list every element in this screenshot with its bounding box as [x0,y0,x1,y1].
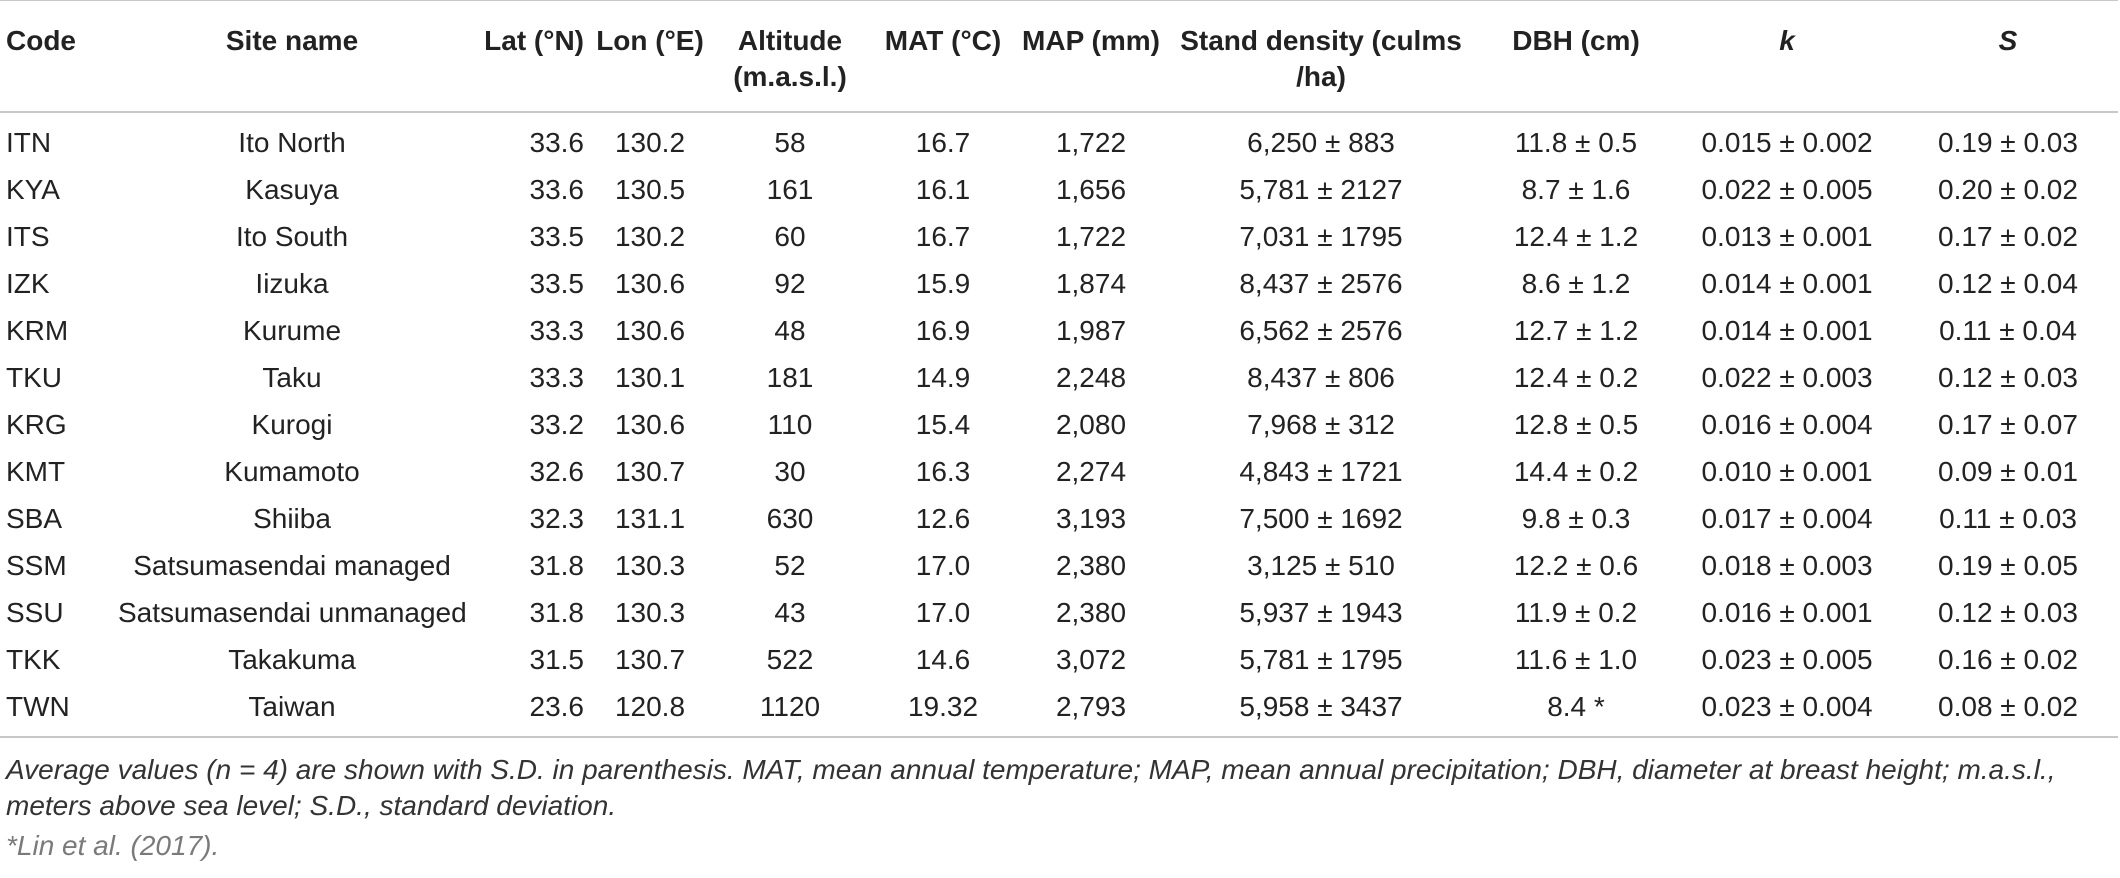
cell-k: 0.023 ± 0.005 [1701,644,1873,675]
cell-dbh: 9.8 ± 0.3 [1521,503,1631,534]
cell-lat: 33.6 [529,174,584,205]
cell-dbh: 12.4 ± 0.2 [1513,362,1639,393]
cell-stand-density: 8,437 ± 2576 [1239,268,1403,299]
cell-lon: 130.2 [614,221,686,252]
cell-mat: 16.7 [915,127,971,158]
cell-lon: 130.1 [614,362,686,393]
cell-k: 0.023 ± 0.004 [1676,683,1898,737]
cell-lon: 130.3 [614,597,686,628]
table-row [0,636,2118,683]
cell-stand-density: 4,843 ± 1721 [1239,456,1403,487]
cell-site-name: Satsumasendai unmanaged [118,597,467,628]
cell-altitude: 110 [767,409,813,440]
cell-altitude: 52 [774,550,806,581]
cell-s: 0.11 ± 0.03 [1939,503,2077,534]
header-k: k [1676,1,1898,113]
cell-mat: 17.0 [915,597,971,628]
cell-lat: 31.8 [529,550,584,581]
cell-mat: 12.6 [915,503,971,534]
cell-lon: 131.1 [614,503,686,534]
cell-map: 1,722 [1055,221,1127,252]
cell-dbh: 12.8 ± 0.5 [1513,409,1639,440]
header-mat: MAT (°C) [870,1,1016,113]
table-row [0,448,2118,495]
cell-lat: 32.3 [529,503,584,534]
cell-k: 0.014 ± 0.001 [1701,315,1873,346]
cell-stand-density: 5,937 ± 1943 [1239,597,1403,628]
cell-s: 0.11 ± 0.04 [1939,315,2077,346]
cell-lon: 120.8 [590,683,710,737]
cell-altitude: 43 [774,597,806,628]
cell-stand-density: 7,968 ± 312 [1247,409,1395,440]
cell-map: 3,072 [1055,644,1127,675]
cell-dbh: 8.6 ± 1.2 [1521,268,1631,299]
cell-lon: 130.7 [614,456,686,487]
cell-map: 2,380 [1055,550,1127,581]
cell-map: 1,722 [1055,127,1127,158]
table-row [0,542,2118,589]
cell-dbh: 11.6 ± 1.0 [1514,644,1638,675]
cell-dbh: 8.4 * [1476,683,1676,737]
cell-altitude: 48 [774,315,806,346]
cell-stand-density: 3,125 ± 510 [1247,550,1395,581]
cell-altitude: 58 [774,127,806,158]
cell-stand-density: 5,958 ± 3437 [1166,683,1476,737]
cell-lat: 33.6 [529,127,584,158]
header-lat: Lat (°N) [472,1,590,113]
cell-site-name: Ito North [238,127,346,158]
cell-altitude: 60 [774,221,806,252]
table-row [0,307,2118,354]
header-code: Code [0,1,112,113]
cell-k: 0.022 ± 0.003 [1701,362,1873,393]
cell-s: 0.12 ± 0.03 [1938,362,2078,393]
cell-lat: 33.2 [529,409,584,440]
cell-s: 0.19 ± 0.03 [1938,127,2078,158]
cell-lon: 130.2 [614,127,686,158]
cell-lat: 33.5 [529,268,584,299]
table-row [0,354,2118,401]
cell-map: 1,874 [1055,268,1127,299]
cell-dbh: 11.8 ± 0.5 [1514,127,1638,158]
cell-site-name: Taku [262,362,322,393]
cell-lon: 130.6 [614,409,686,440]
cell-s: 0.19 ± 0.05 [1938,550,2078,581]
cell-k: 0.013 ± 0.001 [1701,221,1873,252]
table-row [0,213,2118,260]
cell-dbh: 14.4 ± 0.2 [1513,456,1639,487]
cell-code: KRM [6,315,69,346]
cell-site-name: Kurogi [251,409,333,440]
cell-s: 0.08 ± 0.02 [1898,683,2118,737]
cell-site-name: Kumamoto [224,456,360,487]
cell-map: 2,080 [1055,409,1127,440]
table-footnote: Average values (n = 4) are shown with S.D. in parenthesis. MAT, mean annual temperature; MAP, mean annual precipitation; DBH, diameter at breast height; m.a.s.l., meters above sea level; S.D., standard deviation. [6,754,2056,821]
cell-stand-density: 8,437 ± 806 [1247,362,1395,393]
cell-map: 2,380 [1055,597,1127,628]
header-lon: Lon (°E) [590,1,710,113]
table-row [0,683,2118,737]
cell-code: KRG [6,409,67,440]
cell-k: 0.010 ± 0.001 [1701,456,1873,487]
cell-stand-density: 7,031 ± 1795 [1239,221,1403,252]
cell-s: 0.17 ± 0.02 [1938,221,2078,252]
cell-code: KMT [6,456,66,487]
cell-altitude: 161 [766,174,814,205]
cell-s: 0.12 ± 0.04 [1938,268,2078,299]
cell-dbh: 8.7 ± 1.6 [1521,174,1631,205]
cell-k: 0.017 ± 0.004 [1701,503,1873,534]
cell-code: ITN [6,127,52,158]
cell-mat: 16.9 [915,315,971,346]
cell-altitude: 181 [766,362,814,393]
cell-stand-density: 7,500 ± 1692 [1239,503,1403,534]
cell-map: 2,248 [1055,362,1127,393]
cell-lat: 31.8 [529,597,584,628]
cell-s: 0.20 ± 0.02 [1938,174,2078,205]
cell-altitude: 92 [774,268,806,299]
cell-k: 0.016 ± 0.001 [1701,597,1873,628]
cell-code: TKK [6,644,61,675]
cell-lon: 130.6 [614,268,686,299]
table-row [0,112,2118,166]
cell-mat: 14.6 [915,644,971,675]
cell-mat: 15.9 [915,268,971,299]
cell-code: SBA [6,503,63,534]
cell-code: TWN [0,683,112,737]
cell-altitude: 630 [766,503,814,534]
table-row [0,401,2118,448]
cell-k: 0.022 ± 0.005 [1701,174,1873,205]
cell-mat: 16.3 [915,456,971,487]
cell-site-name: Kurume [242,315,342,346]
table-row [0,495,2118,542]
cell-map: 3,193 [1055,503,1127,534]
cell-map: 2,793 [1016,683,1166,737]
cell-s: 0.09 ± 0.01 [1938,456,2078,487]
cell-code: KYA [6,174,60,205]
cell-site-name: Taiwan [112,683,472,737]
header-stand-density: Stand density (culms /ha) [1166,1,1476,113]
cell-stand-density: 6,250 ± 883 [1247,127,1395,158]
cell-mat: 15.4 [915,409,971,440]
header-map: MAP (mm) [1016,1,1166,113]
cell-map: 1,656 [1055,174,1127,205]
cell-altitude: 522 [766,644,814,675]
cell-site-name: Shiiba [253,503,331,534]
cell-dbh: 12.7 ± 1.2 [1513,315,1639,346]
cell-mat: 14.9 [915,362,971,393]
cell-stand-density: 5,781 ± 1795 [1239,644,1403,675]
cell-lon: 130.3 [614,550,686,581]
cell-s: 0.16 ± 0.02 [1938,644,2078,675]
cell-dbh: 12.4 ± 1.2 [1513,221,1639,252]
cell-altitude: 1120 [710,683,870,737]
cell-s: 0.17 ± 0.07 [1938,409,2078,440]
cell-k: 0.015 ± 0.002 [1701,127,1873,158]
cell-s: 0.12 ± 0.03 [1938,597,2078,628]
table-header-row [0,1,2118,113]
header-s: S [1898,1,2118,113]
cell-lat: 33.3 [529,315,584,346]
cell-lat: 33.3 [529,362,584,393]
cell-lat: 33.5 [529,221,584,252]
cell-code: TKU [6,362,62,393]
reference-note: *Lin et al. (2017). [6,830,220,861]
cell-code: SSM [6,550,67,581]
cell-lon: 130.7 [614,644,686,675]
table-row [0,260,2118,307]
cell-code: SSU [6,597,64,628]
cell-stand-density: 5,781 ± 2127 [1239,174,1403,205]
cell-map: 1,987 [1055,315,1127,346]
cell-mat: 19.32 [870,683,1016,737]
cell-site-name: Takakuma [228,644,356,675]
cell-code: IZK [6,268,50,299]
cell-lon: 130.6 [614,315,686,346]
table-body [0,112,2118,737]
cell-site-name: Kasuya [245,174,339,205]
cell-site-name: Ito South [235,221,349,252]
cell-altitude: 30 [774,456,806,487]
cell-lat: 32.6 [529,456,584,487]
cell-map: 2,274 [1055,456,1127,487]
header-dbh: DBH (cm) [1476,1,1676,113]
table-row [0,166,2118,213]
table-row [0,589,2118,636]
cell-lat: 23.6 [472,683,590,737]
cell-code: ITS [6,221,50,252]
header-site-name: Site name [112,1,472,113]
cell-mat: 17.0 [915,550,971,581]
cell-k: 0.016 ± 0.004 [1701,409,1873,440]
cell-k: 0.018 ± 0.003 [1701,550,1873,581]
cell-lat: 31.5 [529,644,584,675]
cell-mat: 16.7 [915,221,971,252]
cell-lon: 130.5 [614,174,686,205]
header-altitude: Altitude (m.a.s.l.) [710,1,870,113]
cell-site-name: Iizuka [255,268,329,299]
cell-site-name: Satsumasendai managed [133,550,451,581]
cell-mat: 16.1 [915,174,971,205]
cell-dbh: 11.9 ± 0.2 [1514,597,1638,628]
cell-k: 0.014 ± 0.001 [1701,268,1873,299]
cell-stand-density: 6,562 ± 2576 [1239,315,1403,346]
cell-dbh: 12.2 ± 0.6 [1513,550,1639,581]
